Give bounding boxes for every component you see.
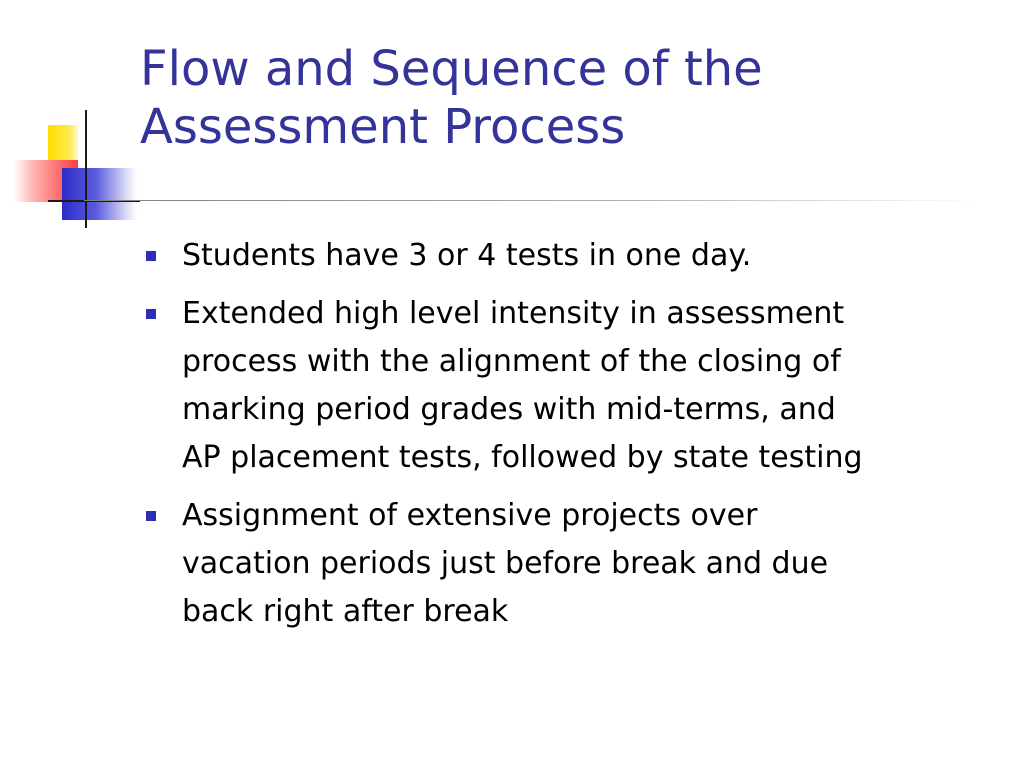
square-bullet-icon [146, 511, 156, 521]
bullet-line: Assignment of extensive projects over [182, 498, 758, 533]
bullet-line: Students have 3 or 4 tests in one day. [182, 238, 752, 273]
bullet-line: vacation periods just before break and due [182, 546, 829, 581]
list-item [140, 492, 1000, 636]
blue-square [62, 168, 137, 220]
vertical-line [85, 110, 87, 228]
bullet-line: marking period grades with mid-terms, and [182, 392, 836, 427]
bullet-list [140, 232, 1000, 646]
bullet-text [182, 290, 1000, 482]
bullet-text [182, 232, 1000, 280]
bullet-line: back right after break [182, 594, 509, 629]
bullet-line: AP placement tests, followed by state testing [182, 440, 863, 475]
square-bullet-icon [146, 251, 156, 261]
square-bullet-icon [146, 309, 156, 319]
title-underline [84, 200, 984, 201]
title-line-2: Assessment Process [140, 99, 626, 155]
list-item [140, 290, 1000, 482]
bullet-text [182, 492, 1000, 636]
bullet-line: process with the alignment of the closing of [182, 344, 841, 379]
slide-title [140, 40, 1000, 156]
list-item [140, 232, 1000, 280]
title-line-1: Flow and Sequence of the [140, 41, 763, 97]
bullet-line: Extended high level intensity in assessment [182, 296, 845, 331]
